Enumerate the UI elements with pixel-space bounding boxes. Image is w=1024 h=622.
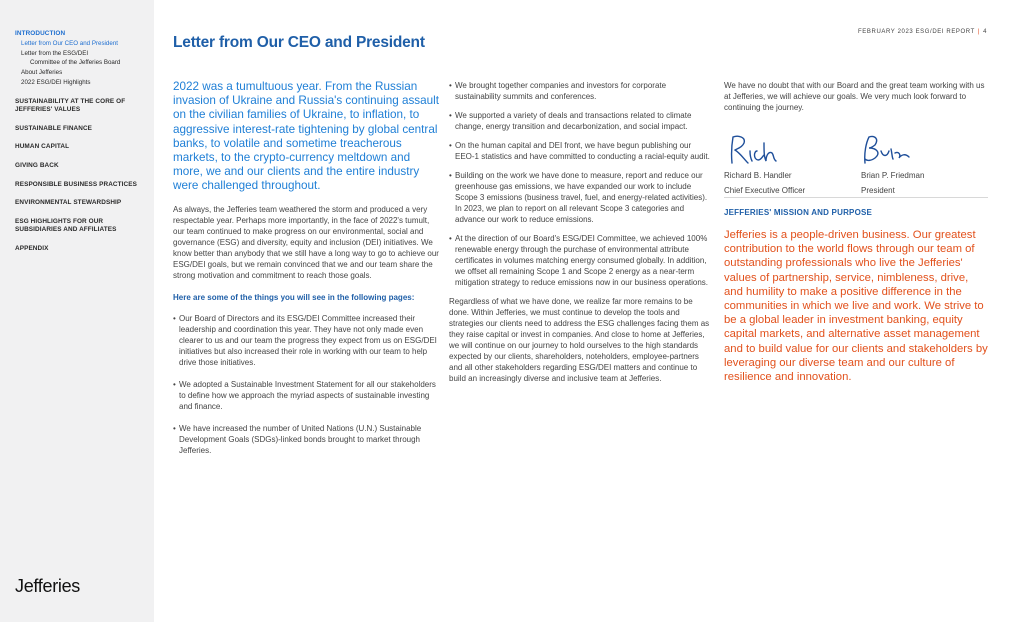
nav-giving-back[interactable]: GIVING BACK bbox=[15, 161, 59, 169]
divider bbox=[724, 197, 988, 198]
nav-appendix[interactable]: APPENDIX bbox=[15, 244, 49, 252]
header-separator: | bbox=[977, 29, 981, 35]
bullet-item: • We supported a variety of deals and transactions related to climate change, energy transition and decarbonization, and social impact. bbox=[449, 110, 711, 132]
signatures bbox=[724, 133, 990, 193]
nav-letter-esg-dei[interactable]: Letter from the ESG/DEI bbox=[21, 49, 89, 57]
bullet-item: • We brought together companies and investors for corporate sustainability summits and conferences. bbox=[449, 80, 711, 102]
signature-brian-image bbox=[861, 133, 921, 167]
bullet-item: • We adopted a Sustainable Investment Statement for all our stakeholders to define how we approach the myriad aspects of sustainable investing and finance. bbox=[173, 379, 439, 412]
mission-heading: JEFFERIES' MISSION AND PURPOSE bbox=[724, 208, 873, 217]
closing-paragraph: We have no doubt that with our Board and the great team working with us at Jefferies, we will achieve our goals. We very much look forward to continuing the journey. bbox=[724, 81, 985, 112]
bullet-item: • Our Board of Directors and its ESG/DEI Committee increased their leadership and coordination this year. They have not only made even clearer to us and our team the progress they expect from us on ESG/DEI initiatives but also increased their role in working with our team to help drive those initiatives. bbox=[173, 313, 439, 368]
nav-sustainability-core[interactable]: SUSTAINABILITY AT THE CORE OF bbox=[15, 97, 126, 105]
column-1 bbox=[173, 80, 439, 456]
mission-statement: Jefferies is a people-driven business. Our greatest contribution to the world flows through our team of outstanding professionals who live the Jefferies' values of partnership, service, nimbleness, drive, and humility to make a positive difference in the communities in which we live and work. We strive to be a global leader in investment banking, equity capital markets, and alternative asset management and to build value for our clients and stakeholders by leveraging our diverse team and our culture of resilience and innovation. bbox=[724, 229, 988, 384]
nav-letter-esg-dei-cont[interactable]: Committee of the Jefferies Board bbox=[30, 58, 121, 66]
signature-block-president bbox=[861, 133, 924, 197]
nav-sustainable-finance[interactable]: SUSTAINABLE FINANCE bbox=[15, 124, 93, 132]
nav-about-jefferies[interactable]: About Jefferies bbox=[21, 68, 63, 76]
bullet-item: • Building on the work we have done to measure, report and reduce our greenhouse gas emissions, we have expanded our work to include Scope 3 emissions (business travel, fuel, and energy-related activities). In 2023, we plan to report on all relevant Scope 3 categories and advance our work to reduce emissions. bbox=[449, 170, 711, 225]
signature-richard-image bbox=[724, 133, 784, 167]
section-subhead: Here are some of the things you will see in the following pages: bbox=[173, 292, 415, 302]
column-2 bbox=[449, 80, 711, 384]
nav-environmental-stewardship[interactable]: ENVIRONMENTAL STEWARDSHIP bbox=[15, 199, 122, 207]
nav-esg-dei-highlights[interactable]: 2022 ESG/DEI Highlights bbox=[21, 78, 91, 86]
sidebar bbox=[0, 0, 154, 622]
report-title: FEBRUARY 2023 ESG/DEI REPORT bbox=[858, 29, 975, 35]
bullet-item: • On the human capital and DEI front, we have begun publishing our EEO-1 statistics and have committed to conducting a racial-equity audit. bbox=[449, 140, 711, 162]
lead-paragraph: 2022 was a tumultuous year. From the Russian invasion of Ukraine and Russia's continuing assault on the civilian families of Ukraine, to inflation, to aggressive interest-rate tightening by global central banks, to volatile and sometime treacherous markets, to the crypto-currency meltdown and more, we and our clients and the entire industry were challenged throughout. bbox=[173, 80, 439, 193]
jefferies-logo: Jefferies bbox=[15, 576, 81, 596]
nav-sustainability-core-cont[interactable]: JEFFERIES' VALUES bbox=[15, 106, 81, 114]
page-number: 4 bbox=[983, 29, 987, 35]
page-header bbox=[858, 29, 987, 35]
nav-esg-highlights-subsidiaries[interactable]: ESG HIGHLIGHTS FOR OUR bbox=[15, 217, 104, 225]
signature-block-ceo bbox=[724, 133, 805, 197]
body-paragraph: Regardless of what we have done, we realize far more remains to be done. Within Jefferies, we must continue to develop the tools and strategies our clients need to address the ESG challenges facing them as they raise capital or invest in companies. And close to home at Jefferies, we will continue on our journey to hold ourselves to the high standards expected by our clients, shareholders, noteholders, employee-partners and all other stakeholders regarding ESG/DEI matters and continue to build an increasingly diverse and inclusive team at Jefferies. bbox=[449, 297, 710, 383]
body-paragraph: As always, the Jefferies team weathered the storm and produced a very respectable year. Perhaps more importantly, in the face of 2022's tumult, our team continued to make progress on our environmental, social and governance (ESG) and diversity, equity and inclusion (DEI) initiatives. We know better than anybody that we still have a long way to go to achieve our ESG/DEI goals, but we remain convinced that we and our team share the strong motivation and commitment to reach those goals. bbox=[173, 204, 439, 280]
page-title: Letter from Our CEO and President bbox=[173, 34, 425, 51]
bullet-item: • We have increased the number of United Nations (U.N.) Sustainable Development Goals (SDGs)-linked bonds brought to market through Jefferies. bbox=[173, 423, 439, 456]
signer-role: Chief Executive Officer bbox=[724, 186, 806, 195]
signer-name: Richard B. Handler bbox=[724, 171, 792, 180]
bullet-item: • At the direction of our Board's ESG/DEI Committee, we achieved 100% renewable energy through the purchase of environmental attribute certificates in volumes matching energy consumed globally. In addition, we offset all remaining Scope 1 and Scope 2 energy as a near-term mitigation strategy to reduce emissions now in our business operations. bbox=[449, 233, 711, 288]
signer-role: President bbox=[861, 186, 895, 195]
nav-responsible-business[interactable]: RESPONSIBLE BUSINESS PRACTICES bbox=[15, 180, 137, 188]
table-of-contents bbox=[15, 30, 150, 254]
nav-human-capital[interactable]: HUMAN CAPITAL bbox=[15, 143, 70, 151]
column-3 bbox=[724, 80, 990, 384]
signer-name: Brian P. Friedman bbox=[861, 171, 925, 180]
nav-esg-highlights-subsidiaries-cont[interactable]: SUBSIDIARIES AND AFFILIATES bbox=[15, 226, 117, 234]
nav-letter-ceo-president[interactable]: Letter from Our CEO and President bbox=[21, 39, 118, 47]
nav-introduction[interactable]: INTRODUCTION bbox=[15, 30, 66, 37]
